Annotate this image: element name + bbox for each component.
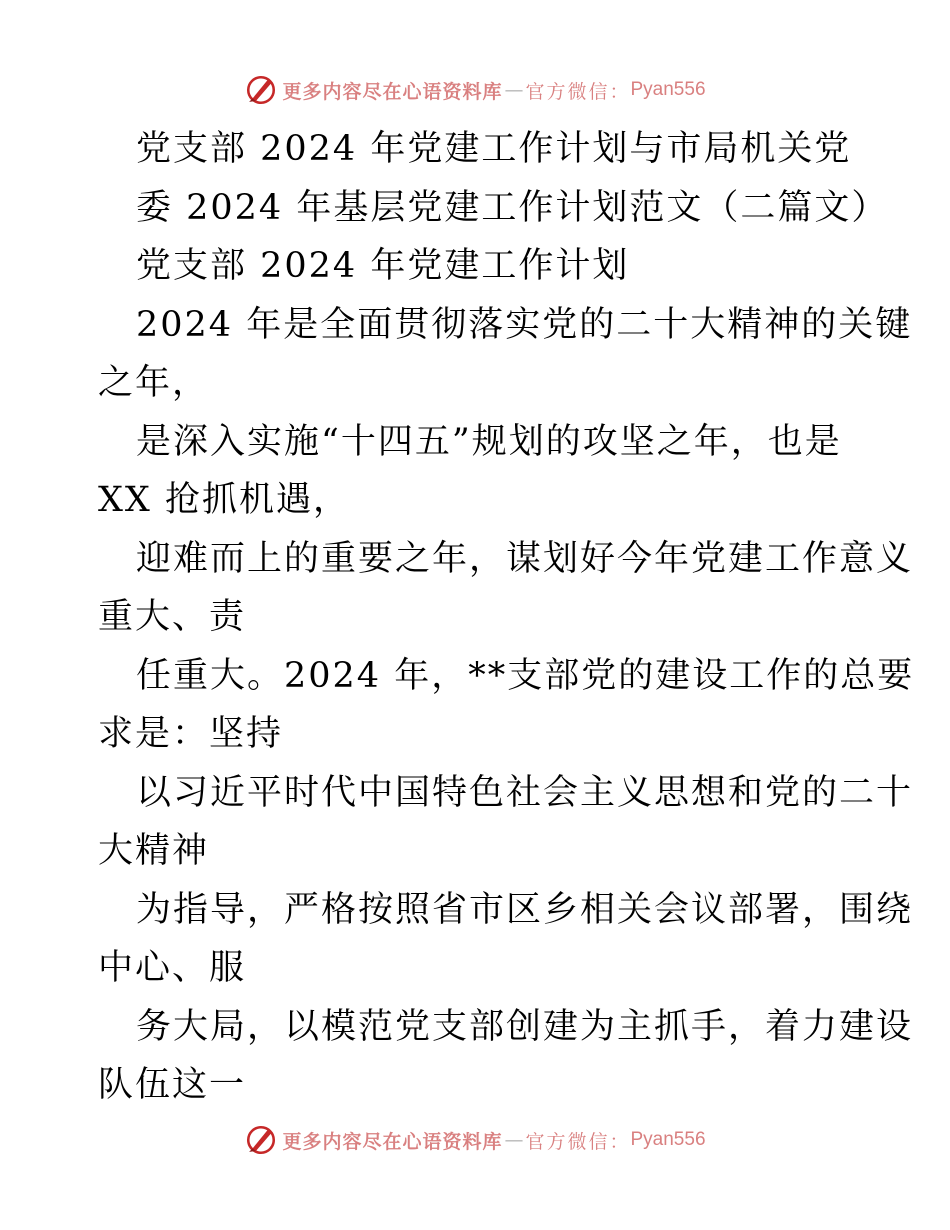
banner-main-text: 更多内容尽在心语资料库: [282, 80, 503, 103]
doc-line: 为指导，严格按照省市区乡相关会议部署，围绕: [136, 889, 914, 930]
doc-line: XX 抢抓机遇，: [98, 480, 350, 520]
banner-wechat-id: Pyan556: [630, 1129, 706, 1150]
banner-sub-text: 官方微信：: [525, 80, 631, 103]
doc-line: 大精神: [98, 831, 210, 871]
banner-sub-text: 官方微信：: [525, 1130, 631, 1153]
doc-line: 是深入实施“十四五”规划的攻坚之年，也是: [136, 421, 842, 462]
doc-line: 重大、责: [98, 597, 247, 637]
doc-line: 任重大。2024 年，**支部党的建设工作的总要: [136, 655, 915, 696]
logo-icon: [244, 73, 278, 107]
footer-banner: [0, 1120, 950, 1160]
doc-line: 队伍这一: [98, 1065, 247, 1105]
doc-line: 党支部 2024 年党建工作计划: [136, 246, 630, 286]
doc-line: 中心、服: [98, 948, 247, 988]
doc-line: 迎难而上的重要之年，谋划好今年党建工作意义: [136, 538, 914, 579]
doc-line: 务大局，以模范党支部创建为主抓手，着力建设: [136, 1006, 914, 1047]
banner-wechat-id: Pyan556: [630, 79, 706, 100]
banner-dash: —: [504, 79, 524, 101]
banner-main-text: 更多内容尽在心语资料库: [282, 1130, 503, 1153]
doc-line: 以习近平时代中国特色社会主义思想和党的二十: [136, 772, 914, 813]
banner-dash: —: [504, 1129, 524, 1151]
logo-icon: [244, 1123, 278, 1157]
doc-line: 委 2024 年基层党建工作计划范文（二篇文）: [136, 187, 889, 228]
doc-line: 党支部 2024 年党建工作计划与市局机关党: [136, 129, 852, 169]
doc-line: 之年，: [98, 363, 210, 403]
doc-line: 求是：坚持: [98, 714, 284, 754]
header-banner: [0, 70, 950, 110]
document-body: [98, 120, 915, 1115]
doc-line: 2024 年是全面贯彻落实党的二十大精神的关键: [136, 304, 913, 345]
